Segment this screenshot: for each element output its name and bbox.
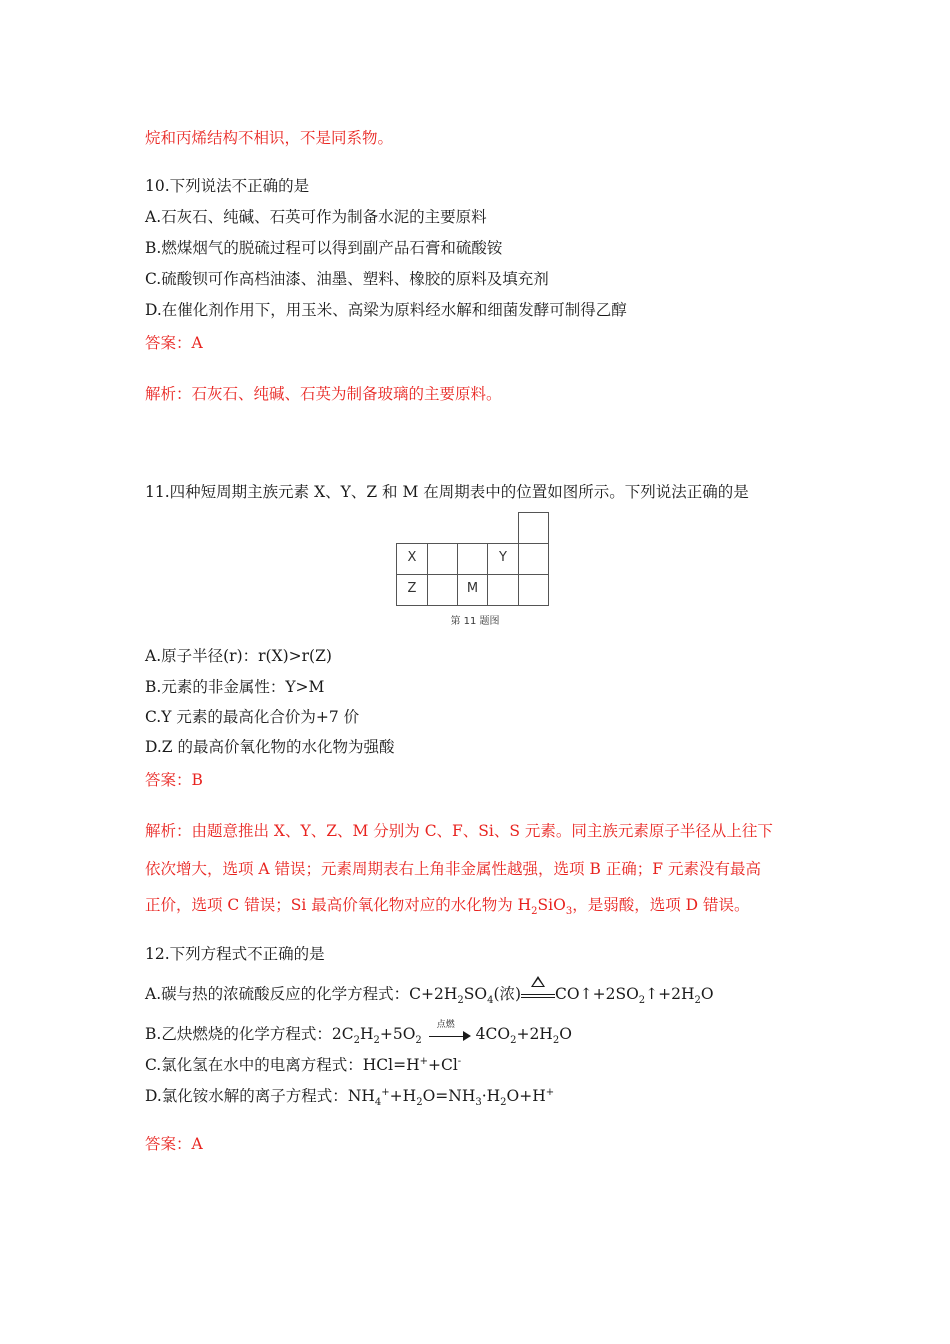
q10-option-c: C.硫酸钡可作高档油漆、油墨、塑料、橡胶的原料及填充剂 <box>145 270 549 288</box>
table-cell <box>518 574 549 606</box>
q11-stem: 11.四种短周期主族元素 X、Y、Z 和 M 在周期表中的位置如图所示。下列说法正确的是 <box>145 483 749 501</box>
table-cell <box>427 543 458 575</box>
q12-stem: 12.下列方程式不正确的是 <box>145 945 325 963</box>
q12-option-a-label: A.碳与热的浓硫酸反应的化学方程式： <box>145 985 410 1003</box>
q10-option-b: B.燃煤烟气的脱硫过程可以得到副产品石膏和硫酸铵 <box>145 239 503 257</box>
ignition-arrow <box>427 1020 471 1045</box>
q10-explanation: 解析：石灰石、纯碱、石英为制备玻璃的主要原料。 <box>145 385 502 403</box>
table-cell-y: Y <box>487 543 519 575</box>
q12-option-c: C.氯化氢在水中的电离方程式：HCl=H++Cl- <box>145 1055 462 1074</box>
q12-option-b: B.乙炔燃烧的化学方程式：$2C_2H_2+5O_2$ 点燃 $4CO_2+2H_2O$ <box>145 1024 572 1045</box>
figure-caption: 第 11 题图 <box>450 616 500 627</box>
q11-explanation-3-pre: 正价，选项 C 错误；Si 最高价氧化物对应的水化物为 H <box>145 896 532 914</box>
q11-explanation-3: 正价，选项 C 错误；Si 最高价氧化物对应的水化物为 $H_2SiO_3$，是弱酸，选项 D 错误。 <box>145 896 750 918</box>
table-cell <box>518 512 549 544</box>
periodic-table-figure <box>396 512 552 630</box>
q12-option-b-label: B.乙炔燃烧的化学方程式： <box>145 1025 332 1043</box>
table-cell <box>427 574 458 606</box>
ignition-label: 点燃 <box>436 1020 455 1030</box>
q12-option-d: D.氯化铵水解的离子方程式：$NH_4^++H_2O=NH_3\cdot H_2O+H^+$ <box>145 1086 555 1109</box>
q11-explanation-3-post: ，是弱酸，选项 D 错误。 <box>572 896 750 914</box>
table-cell <box>457 543 488 575</box>
prev-explanation-tail: 烷和丙烯结构不相识，不是同系物。 <box>145 129 394 147</box>
q11-option-b: B.元素的非金属性：Y>M <box>145 678 325 696</box>
q11-option-c: C.Y 元素的最高化合价为+7 价 <box>145 708 360 726</box>
q10-option-d: D.在催化剂作用下，用玉米、高梁为原料经水解和细菌发酵可制得乙醇 <box>145 301 627 319</box>
q12-option-c-label: C.氯化氢在水中的电离方程式： <box>145 1056 363 1074</box>
q10-option-a: A.石灰石、纯碱、石英可作为制备水泥的主要原料 <box>145 208 487 226</box>
q12-answer: 答案：A <box>145 1135 203 1153</box>
table-cell-m: M <box>457 574 488 606</box>
q11-explanation-2: 依次增大，选项 A 错误；元素周期表右上角非金属性越强，选项 B 正确；F 元素没有最高 <box>145 860 761 878</box>
q10-stem: 10.下列说法不正确的是 <box>145 177 310 195</box>
q11-option-d: D.Z 的最高价氧化物的水化物为强酸 <box>145 738 395 756</box>
q12-option-a: A.碳与热的浓硫酸反应的化学方程式：$C+2H_2SO_4$(浓) $CO↑+2SO_2↑+2H_2O$ <box>145 984 714 1005</box>
table-cell-x: X <box>396 543 428 575</box>
table-cell-z: Z <box>396 574 428 606</box>
q12-option-d-label: D.氯化铵水解的离子方程式： <box>145 1087 348 1105</box>
heating-equals-sign <box>521 985 555 1005</box>
table-cell <box>487 574 519 606</box>
q10-answer: 答案：A <box>145 334 203 352</box>
table-cell <box>518 543 549 575</box>
q11-explanation-1: 解析：由题意推出 X、Y、Z、M 分别为 C、F、Si、S 元素。同主族元素原子半径从上往下 <box>145 822 773 840</box>
q11-option-a: A.原子半径(r)：r(X)>r(Z) <box>145 647 332 665</box>
q11-answer: 答案：B <box>145 771 203 789</box>
